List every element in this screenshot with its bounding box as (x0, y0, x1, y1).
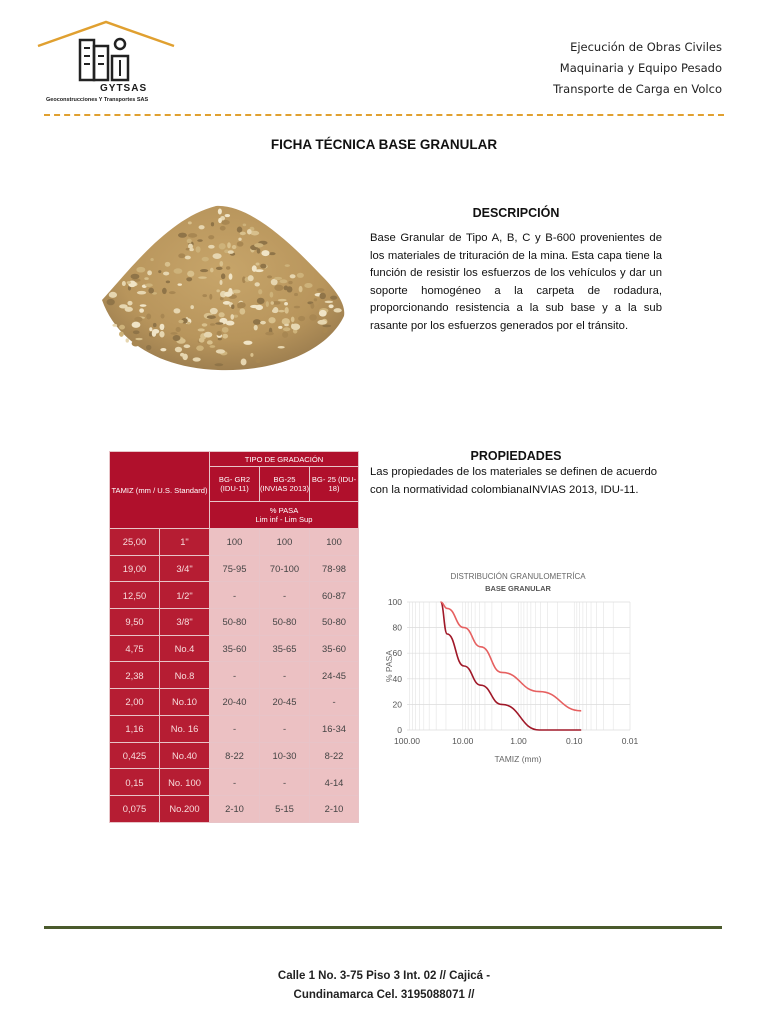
x-tick-label: 10.00 (452, 736, 474, 746)
pasa-header (210, 502, 359, 529)
gravel-stone (297, 273, 304, 278)
table-row (110, 715, 359, 742)
gravel-stone (319, 310, 327, 317)
table-cell: No.40 (160, 742, 210, 769)
gravel-stone (189, 248, 194, 251)
gravel-stone (240, 232, 246, 236)
table-cell: 35-60 (310, 635, 359, 662)
company-subtitle: Geoconstrucciones Y Transportes SAS (46, 97, 149, 103)
gravel-stone (298, 316, 305, 321)
chart-subtitle: BASE GRANULAR (485, 584, 551, 593)
gravel-stone (178, 253, 185, 258)
table-cell: No.4 (160, 635, 210, 662)
gravel-stone (274, 285, 283, 291)
gravel-stone (210, 308, 218, 314)
table-cell: - (260, 769, 310, 796)
table-cell: No. 100 (160, 769, 210, 796)
gravel-stone (309, 314, 317, 320)
footer-address (0, 967, 768, 1005)
table-row (110, 582, 359, 609)
gravel-stone (267, 275, 272, 278)
gravel-stone (232, 245, 237, 249)
service-item: Transporte de Carga en Volco (553, 82, 722, 96)
table-cell: 60-87 (310, 582, 359, 609)
gravel-stone (225, 214, 230, 217)
gravel-stone (127, 281, 131, 284)
properties-text: Las propiedades de los materiales se definen de acuerdo con la normatividad colombianaINVIAS 2013, IDU-11. (370, 466, 658, 496)
gravel-stone (202, 323, 208, 326)
gravel-stone (217, 331, 222, 336)
gravel-stone (208, 235, 214, 239)
gravel-stone (258, 289, 262, 294)
gravel-stone (288, 281, 292, 284)
gravel-stone (237, 227, 242, 233)
gravel-stone (196, 246, 201, 252)
gravel-stone (216, 267, 223, 270)
gravel-stone (220, 226, 226, 231)
gravel-stone (169, 291, 176, 294)
gravel-stone (174, 268, 183, 273)
gravel-stone (213, 253, 222, 259)
gravel-stone (294, 306, 300, 309)
gravel-stone (178, 233, 187, 238)
pasa-sublabel: Lim inf - Lim Sup (255, 515, 313, 524)
gravel-stone (132, 341, 140, 347)
gravel-stone (204, 332, 213, 338)
gravel-stone (310, 303, 314, 309)
gravel-stone (160, 324, 165, 330)
gravel-stone (278, 310, 285, 313)
column-header: BG- 25 (IDU-18) (310, 467, 359, 502)
gravel-stone (107, 299, 115, 305)
column-header: BG-25 (INVIAS 2013) (260, 467, 310, 502)
gravel-stone (285, 307, 289, 314)
table-cell: - (210, 715, 260, 742)
gravel-stone (284, 302, 288, 306)
table-cell: 0,425 (110, 742, 160, 769)
gravel-stone (257, 298, 265, 304)
gravel-stone (284, 286, 289, 291)
table-cell: 8-22 (210, 742, 260, 769)
gravel-stone (317, 320, 326, 325)
gravel-stone (133, 330, 140, 334)
gravel-stone (257, 248, 261, 253)
chart-title: DISTRIBUCIÓN GRANULOMETRÍCA (450, 572, 586, 581)
gravel-stone (134, 317, 142, 322)
gravel-stone (112, 324, 117, 327)
gravel-stone (271, 301, 274, 305)
gravel-stone (284, 324, 289, 326)
gravel-stone (153, 323, 157, 327)
page-title: FICHA TÉCNICA BASE GRANULAR (270, 137, 498, 152)
footer-divider (44, 926, 722, 929)
properties-heading: PROPIEDADES (470, 449, 562, 463)
gravel-stone (253, 319, 261, 325)
gravel-stone (256, 359, 261, 363)
gravel-stone (314, 298, 318, 301)
gravel-stone (109, 292, 117, 298)
x-tick-label: 0.10 (565, 736, 583, 746)
footer-line-1: Calle 1 No. 3-75 Piso 3 Int. 02 // Cajicá - (277, 970, 491, 982)
table-cell: No.200 (160, 795, 210, 822)
table-cell: 8-22 (310, 742, 359, 769)
gravel-stone (184, 344, 191, 348)
gravel-stone (132, 322, 141, 328)
gravel-stone (254, 243, 263, 247)
gravel-stone (317, 288, 325, 292)
table-cell: - (260, 662, 310, 689)
header-divider (44, 114, 724, 116)
table-cell: 10-30 (260, 742, 310, 769)
table-cell: 5-15 (260, 795, 310, 822)
gravel-stone (211, 222, 214, 226)
gravel-stone (147, 270, 152, 275)
gravel-stone (237, 302, 246, 308)
table-cell: No.10 (160, 689, 210, 716)
gravel-stone (291, 317, 295, 323)
gravel-stone (330, 296, 337, 300)
table-cell: 19,00 (110, 555, 160, 582)
gravel-stone (207, 315, 216, 319)
gravel-stone (254, 325, 258, 331)
table-cell: 50-80 (310, 609, 359, 636)
table-cell: 2,38 (110, 662, 160, 689)
table-cell: 0,15 (110, 769, 160, 796)
y-tick-label: 0 (397, 725, 402, 735)
gravel-stone (150, 258, 153, 261)
x-axis-label: TAMIZ (mm) (494, 754, 542, 764)
gravel-stone (148, 288, 154, 294)
table-cell: 4,75 (110, 635, 160, 662)
gravel-stone (173, 308, 180, 313)
gravel-stone (216, 289, 219, 292)
gravel-stone (282, 318, 290, 325)
pasa-label: % PASA (269, 506, 299, 515)
gradation-header: TIPO DE GRADACIÓN (210, 452, 359, 467)
gravel-stone (197, 239, 203, 242)
gravel-stone (265, 332, 274, 336)
gravel-stone (220, 280, 223, 285)
gravel-stone (325, 301, 333, 304)
table-cell: 2-10 (310, 795, 359, 822)
gravel-stone (187, 322, 191, 325)
gravel-stone (273, 307, 279, 313)
gravel-stone (248, 275, 254, 281)
table-cell: 9,50 (110, 609, 160, 636)
x-tick-label: 100.00 (394, 736, 420, 746)
gravel-stone (188, 233, 197, 238)
table-cell: 78-98 (310, 555, 359, 582)
table-cell: 1/2" (160, 582, 210, 609)
gravel-stone (250, 305, 259, 308)
gravel-stone (280, 279, 288, 283)
gravel-stone (250, 353, 253, 357)
table-cell: - (260, 715, 310, 742)
table-cell: 70-100 (260, 555, 310, 582)
gravel-stone (193, 357, 201, 361)
gravel-stone (200, 269, 208, 272)
table-cell: 12,50 (110, 582, 160, 609)
table-cell: 50-80 (260, 609, 310, 636)
gravel-stone (226, 266, 230, 269)
gravel-stone (187, 239, 192, 244)
gravel-stone (222, 327, 229, 333)
gravel-stone (270, 292, 274, 298)
table-cell: - (310, 689, 359, 716)
table-row (110, 635, 359, 662)
x-tick-label: 0.01 (621, 736, 639, 746)
table-cell: 1,16 (110, 715, 160, 742)
gravel-stone (178, 320, 183, 324)
gravel-stone (256, 263, 260, 266)
gravel-stone (165, 262, 171, 267)
gravel-stone (269, 252, 276, 255)
gravel-stone (119, 304, 128, 308)
tamiz-header: TAMIZ (mm / U.S. Standard) (110, 452, 210, 529)
gravel-stone (173, 335, 181, 341)
y-tick-label: 60 (392, 648, 402, 659)
gravel-stone (304, 283, 312, 288)
gravel-stone (243, 223, 247, 226)
gravel-pile-image (98, 200, 348, 375)
gravel-stone (233, 289, 241, 293)
gravel-stone (208, 245, 215, 249)
gravel-stone (261, 250, 269, 256)
gravel-stone (228, 250, 234, 254)
gravel-stone (243, 341, 252, 345)
gravel-stone (187, 271, 194, 277)
table-cell: 2,00 (110, 689, 160, 716)
gravel-stone (214, 363, 223, 366)
gravel-stone (299, 286, 303, 292)
gravel-stone (144, 277, 148, 280)
gravel-stone (329, 304, 334, 308)
gravel-stone (282, 332, 288, 338)
table-cell: 100 (210, 529, 260, 556)
description-heading: DESCRIPCIÓN (472, 206, 560, 220)
gravel-stone (210, 323, 215, 326)
table-cell: 24-45 (310, 662, 359, 689)
table-cell: 50-80 (210, 609, 260, 636)
gravel-stone (161, 314, 165, 319)
table-cell: - (210, 662, 260, 689)
table-cell: 100 (260, 529, 310, 556)
gravel-stone (198, 328, 205, 331)
gravel-stone (215, 322, 223, 324)
gravel-stone (199, 225, 205, 229)
service-item: Ejecución de Obras Civiles (570, 40, 722, 54)
table-cell: 20-45 (260, 689, 310, 716)
gravel-stone (122, 281, 126, 286)
gravel-stone (182, 354, 187, 361)
gravel-stone (221, 220, 230, 225)
gravel-stone (140, 304, 147, 307)
gravel-stone (149, 327, 152, 331)
company-logo (36, 20, 176, 112)
chart-svg (382, 566, 650, 768)
table-row (110, 609, 359, 636)
gravel-stone (176, 327, 181, 332)
gravel-stone (210, 268, 214, 273)
gravel-stone (175, 347, 182, 352)
table-cell: 35-60 (210, 635, 260, 662)
gravel-stone (227, 242, 231, 248)
gravel-stone (322, 328, 328, 333)
table-row (110, 795, 359, 822)
gravel-stone (160, 348, 166, 351)
gravel-stone (237, 241, 244, 246)
gravel-stone (146, 314, 151, 320)
gravel-stone (202, 294, 207, 297)
gravel-stone (166, 280, 170, 283)
gravel-stone (152, 330, 156, 336)
table-cell: 35-65 (260, 635, 310, 662)
gravel-stone (209, 294, 212, 300)
column-header: BG- GR2 (IDU-11) (210, 467, 260, 502)
gravel-stone (145, 283, 153, 287)
gravel-stone (290, 274, 296, 278)
gradation-table (109, 451, 359, 823)
gravel-stone (126, 338, 129, 342)
gravel-stone (158, 270, 161, 273)
gravel-stone (241, 359, 247, 366)
table-row (110, 689, 359, 716)
gravel-stone (229, 273, 233, 279)
gravel-stone (196, 345, 204, 351)
table-cell: 16-34 (310, 715, 359, 742)
gravel-stone (268, 317, 275, 323)
table-row (110, 742, 359, 769)
gravel-stone (170, 332, 177, 335)
gravel-stone (319, 293, 326, 300)
gravel-stone (285, 264, 290, 267)
y-tick-label: 80 (392, 622, 402, 633)
table-cell: 4-14 (310, 769, 359, 796)
gravel-stone (216, 349, 225, 353)
table-cell: 25,00 (110, 529, 160, 556)
table-cell: - (260, 582, 310, 609)
gravel-stone (238, 238, 241, 241)
gravel-stone (266, 301, 269, 307)
table-cell: 100 (310, 529, 359, 556)
gravel-stone (219, 243, 226, 249)
y-tick-label: 100 (387, 597, 402, 607)
gravel-stone (136, 267, 145, 273)
gravel-stone (119, 325, 125, 330)
y-tick-label: 20 (392, 699, 402, 710)
gravel-stone (146, 345, 151, 350)
table-cell: 1" (160, 529, 210, 556)
gravel-stone (255, 269, 264, 272)
table-row (110, 769, 359, 796)
gravel-stone (239, 308, 245, 314)
gravel-stone (278, 326, 282, 329)
gravel-stone (202, 257, 209, 262)
gravel-stone (221, 273, 225, 279)
gravel-stone (322, 325, 331, 328)
y-axis-label: % PASA (384, 650, 394, 682)
gravel-stone (185, 256, 191, 260)
table-cell: 20-40 (210, 689, 260, 716)
gravel-stone (188, 221, 192, 224)
gravel-stone (162, 288, 167, 294)
gravel-stone (231, 304, 234, 309)
gravel-stone (283, 327, 290, 331)
table-cell: 75-95 (210, 555, 260, 582)
description-text: Base Granular de Tipo A, B, C y B-600 provenientes de los materiales de trituración de la mina. Esta capa tiene la función de resistir los esfuerzos de los vehículos y dar un soporte homogéneo a la carpeta de rodadura, proporcionando resistencia a la sub base y a la sub rasante por los esfuerzos generados por el tránsito. (370, 232, 662, 332)
gravel-stone (127, 301, 132, 306)
table-cell: 0,075 (110, 795, 160, 822)
gravel-stone (255, 282, 260, 286)
gravel-stone (247, 229, 252, 234)
x-tick-label: 1.00 (510, 736, 527, 746)
table-row (110, 555, 359, 582)
y-tick-label: 40 (392, 673, 402, 684)
gravel-stone (218, 312, 224, 317)
gravel-stone (137, 291, 146, 295)
table-cell: No. 16 (160, 715, 210, 742)
gravel-stone (219, 261, 223, 266)
gravel-stone (291, 324, 294, 329)
gravel-stone (230, 314, 234, 320)
table-cell: No.8 (160, 662, 210, 689)
gravel-stone (260, 321, 266, 325)
gravel-stone (149, 332, 152, 336)
table-cell: 3/4" (160, 555, 210, 582)
gravel-stone (178, 283, 182, 285)
table-cell: - (210, 769, 260, 796)
gravel-stone (224, 292, 232, 297)
gravel-stone (139, 308, 144, 312)
gravel-stone (131, 274, 140, 279)
footer-line-2: Cundinamarca Cel. 3195088071 // (293, 989, 475, 1001)
company-name: GYTSAS (100, 83, 148, 94)
table-cell: 3/8" (160, 609, 210, 636)
services-list (553, 37, 722, 100)
gravel-stone (226, 321, 235, 326)
gravel-stone (207, 340, 213, 344)
gravel-stone (218, 208, 222, 214)
gravel-stone (135, 338, 142, 340)
gravel-stone (278, 346, 285, 348)
gravel-stone (163, 272, 169, 276)
gravel-stone (218, 338, 222, 341)
gravel-stone (222, 334, 228, 339)
gravel-stone (334, 308, 342, 312)
gravel-stone (260, 264, 266, 269)
gravel-stone (198, 276, 207, 279)
gravel-stone (119, 332, 124, 337)
gravel-stone (159, 331, 164, 337)
gravel-stone (274, 277, 282, 280)
gravel-stone (294, 293, 298, 296)
table-row (110, 529, 359, 556)
table-row (110, 662, 359, 689)
gravel-stone (218, 218, 222, 223)
gravel-stone (190, 305, 194, 309)
gradation-chart (382, 566, 650, 768)
table-cell: - (210, 582, 260, 609)
service-item: Maquinaria y Equipo Pesado (559, 61, 722, 75)
table-cell: 2-10 (210, 795, 260, 822)
gravel-stone (278, 299, 287, 301)
gravel-stone (186, 277, 192, 281)
gravel-stone (209, 345, 215, 348)
